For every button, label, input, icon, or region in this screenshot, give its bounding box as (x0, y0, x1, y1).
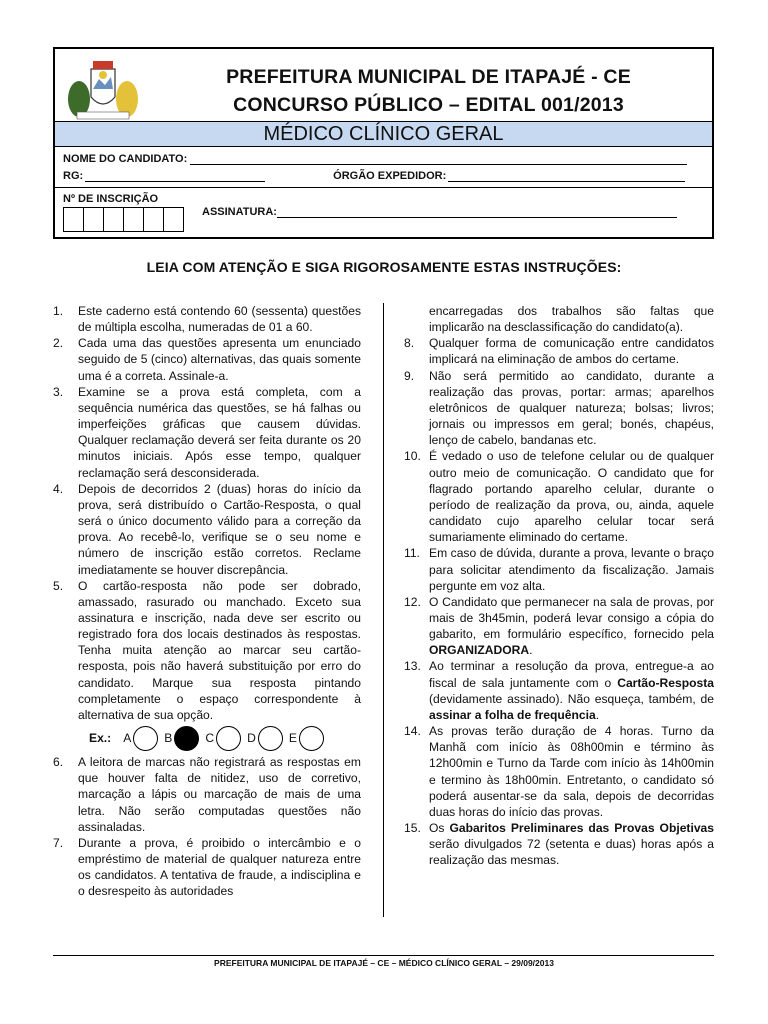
item-number: 3. (53, 384, 64, 399)
instructions-column-left (53, 303, 361, 899)
footer-rule (53, 955, 714, 956)
inscricao-digit-box[interactable] (83, 207, 104, 232)
item-number: 8. (404, 336, 415, 351)
item-text: Depois de decorridos 2 (duas) horas do início da prova, será distribuído o Cartão-Resposta, o qual será o único documento válido para a correção da prova. Ao recebê-lo, verifique se o seu nome e número de inscrição estão corretos. Reclame imediatamente se houver discrepância. (78, 481, 361, 577)
orgao-field[interactable] (448, 171, 685, 182)
instruction-item (404, 723, 714, 820)
inscricao-digit-box[interactable] (143, 207, 164, 232)
item-text: Durante a prova, é proibido o intercâmbio e o empréstimo de material de qualquer natureza entre os candidatos. A tentativa de fraude, a indisciplina e o desrespeito às autoridades (78, 835, 361, 899)
inscricao-label: Nº DE INSCRIÇÃO (63, 193, 159, 205)
assinatura-row (202, 206, 677, 218)
item-number: 12. (404, 594, 421, 609)
item-number: 6. (53, 755, 64, 770)
header-box (53, 47, 714, 239)
municipal-coat-of-arms-logo (63, 55, 143, 121)
item-text-bold: assinar a folha de frequência (429, 707, 596, 722)
item-text: As provas terão duração de 4 horas. Turno da Manhã com início às 08h00min e término às 12h00min e Turno da Tarde com início às 14h00min e termino às 18h00min. Entretanto, o candidato só poderá ausentar-se da sala, depois de decorridas duas horas do início das provas. (429, 724, 714, 819)
inscricao-digit-box[interactable] (103, 207, 124, 232)
instruction-item (404, 368, 714, 449)
page-footer: PREFEITURA MUNICIPAL DE ITAPAJÉ – CE – MÉDICO CLÍNICO GERAL – 29/09/2013 (214, 958, 554, 968)
item-text: Este caderno está contendo 60 (sessenta) questões de múltipla escolha, numeradas de 01 a 60. (78, 304, 361, 335)
inscricao-digit-box[interactable] (63, 207, 84, 232)
item-text (429, 658, 714, 723)
divider (55, 187, 712, 188)
item-text (429, 594, 714, 659)
item-number: 15. (404, 821, 421, 835)
instruction-item (404, 335, 714, 367)
orgao-label: ÓRGÃO EXPEDIDOR: (333, 170, 447, 182)
option-letter: A (123, 730, 132, 745)
option-letter: C (205, 730, 215, 745)
nome-field[interactable] (190, 154, 687, 165)
empty-bubble (133, 726, 158, 751)
header-title: PREFEITURA MUNICIPAL DE ITAPAJÉ - CE (226, 66, 631, 88)
item-text: Cada uma das questões apresenta um enunciado seguido de 5 (cinco) alternativas, das quais somente uma é a correta. Assinale-a. (78, 336, 361, 383)
item-text-part: O Candidato que permanecer na sala de provas, por mais de 3h45min, poderá levar consigo a cópia do gabarito, em formulário específico, fornecido pela (429, 594, 714, 642)
item-number: 1. (53, 304, 64, 318)
item-number: 2. (53, 336, 64, 351)
item-number: 14. (404, 724, 421, 739)
item-text-part: Os (429, 821, 450, 835)
item-text-part: Ao terminar a resolução da prova, entregue-a ao fiscal de sala juntamente com o (429, 659, 714, 690)
column-divider (383, 303, 384, 917)
rg-field-row (63, 170, 703, 182)
item-number: 10. (404, 449, 421, 464)
item-continuation: encarregadas dos trabalhos são faltas que implicarão na desclassificação do candidato(a). (429, 304, 714, 335)
role-title: MÉDICO CLÍNICO GERAL (55, 121, 712, 147)
item-text-part: serão divulgados 72 (setenta e duas) horas após a realização das mesmas. (429, 837, 714, 868)
instruction-item (53, 384, 361, 481)
assinatura-label: ASSINATURA: (202, 206, 277, 218)
filled-bubble (174, 726, 199, 751)
item-text-part: . (595, 707, 600, 722)
option-letter: E (288, 730, 297, 745)
item-number: 9. (404, 368, 415, 383)
empty-bubble (299, 726, 324, 751)
instruction-item (53, 335, 361, 383)
item-text: Não será permitido ao candidato, durante a realização das provas, portar: armas; aparelhos eletrônicos de qualquer natureza; bolsas; livros; jornais ou impressos em geral; bonés, chapéus, lenço de cabelo, bandanas etc. (429, 368, 714, 448)
empty-bubble (258, 726, 283, 751)
option-letter: B (164, 730, 173, 745)
example-option-a (123, 726, 158, 751)
item-text: Em caso de dúvida, durante a prova, levante o braço para solicitar atendimento da fiscalização. Jamais pergunte em voz alta. (429, 546, 714, 593)
instruction-item (53, 754, 361, 835)
instruction-item (404, 448, 714, 545)
instruction-item (53, 578, 361, 723)
header-subtitle: CONCURSO PÚBLICO – EDITAL 001/2013 (233, 94, 624, 116)
empty-bubble (216, 726, 241, 751)
rg-label: RG: (63, 170, 84, 182)
example-label: Ex.: (89, 730, 112, 745)
instruction-item (53, 835, 361, 900)
instruction-item (404, 594, 714, 659)
instruction-item (53, 481, 361, 578)
example-option-d (247, 726, 283, 751)
instruction-item (404, 820, 714, 868)
item-text-bold: Cartão-Resposta (617, 675, 714, 690)
item-number: 5. (53, 578, 64, 593)
instruction-item (404, 658, 714, 723)
inscricao-digit-box[interactable] (163, 207, 184, 232)
item-text: Qualquer forma de comunicação entre candidatos implicará na eliminação de ambos do certame. (429, 336, 714, 367)
example-option-e (289, 726, 324, 751)
inscricao-boxes[interactable] (63, 207, 183, 232)
item-number: 7. (53, 835, 64, 850)
instruction-item (404, 545, 714, 593)
item-text: É vedado o uso de telefone celular ou de qualquer outro meio de comunicação. O candidato que for flagrado portando aparelho celular, durante o período de realização da prova, ou, ainda, aquele candidato cujo aparelho celular tocar será sumariamente eliminado do certame. (429, 449, 714, 545)
nome-field-row (63, 153, 703, 165)
rg-field[interactable] (85, 171, 265, 182)
example-option-b (164, 726, 199, 751)
answer-example (53, 725, 361, 751)
item-text: Examine se a prova está completa, com a sequência numérica das questões, se há falhas ou imperfeições gráficas que causem dúvidas. Qualquer reclamação deverá ser feita durante os 20 minutos iniciais. Após esse tempo, qualquer reclamação será desconsiderada. (78, 384, 361, 480)
item-text-part: . (529, 643, 533, 658)
item-text-bold: ORGANIZADORA (429, 643, 530, 658)
item-text (429, 820, 714, 868)
item-number: 11. (404, 546, 420, 561)
item-text-part: (devidamente assinado). Não esqueça, também, de (429, 691, 714, 706)
nome-label: NOME DO CANDIDATO: (63, 153, 188, 165)
example-option-c (205, 726, 241, 751)
instructions-title: LEIA COM ATENÇÃO E SIGA RIGOROSAMENTE ESTAS INSTRUÇÕES: (146, 259, 622, 275)
assinatura-field[interactable] (277, 207, 677, 218)
instruction-item (53, 303, 361, 335)
option-letter: D (247, 730, 256, 745)
item-number: 13. (404, 659, 421, 674)
item-text: O cartão-resposta não pode ser dobrado, amassado, rasurado ou manchado. Exceto sua assinatura e inscrição, nada deve ser escrito ou registrado fora dos locais destinados às respostas. Tenha muita atenção ao marcar seu cartão-resposta, pois não haverá substituição por erro do candidato. Marque sua resposta pintando completamente o espaço correspondente à alternativa de sua opção. (78, 578, 361, 722)
item-text: A leitora de marcas não registrará as respostas em que houver falta de nitidez, uso de corretivo, marcação a lápis ou marcação de mais de uma letra. Não serão computadas questões não assinaladas. (78, 755, 361, 834)
item-text-bold: Gabaritos Preliminares das Provas Objetivas (449, 821, 714, 835)
item-number: 4. (53, 481, 64, 496)
instructions-column-right (404, 303, 714, 868)
inscricao-digit-box[interactable] (123, 207, 144, 232)
